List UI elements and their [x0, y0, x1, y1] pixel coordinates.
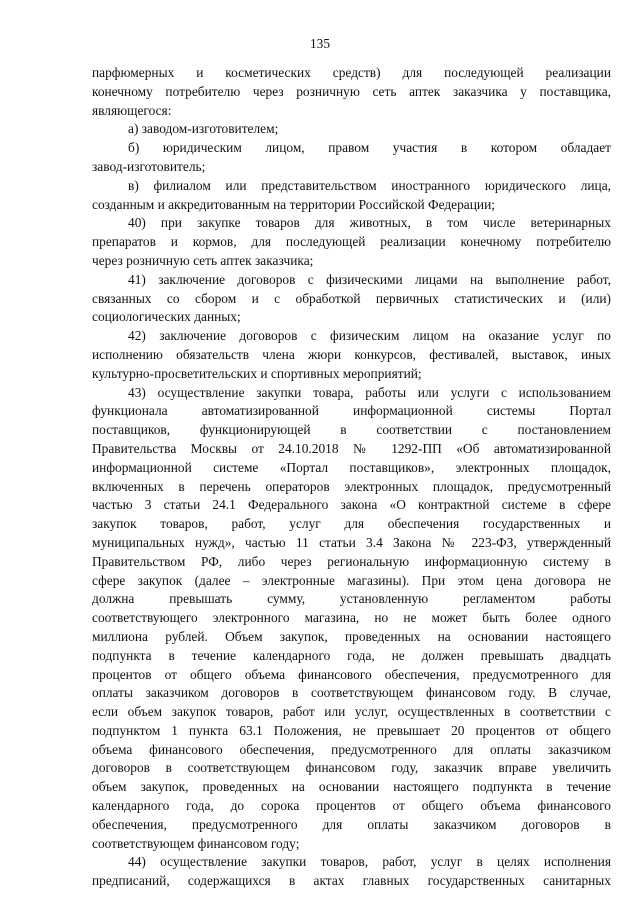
text-line: а) заводом-изготовителем;	[128, 121, 279, 137]
text-line: через розничную сеть аптек заказчика;	[92, 252, 314, 268]
text-line: информационной системе «Портал поставщиков», электронных площадок,	[92, 459, 611, 475]
text-line: закупок товаров, работ, услуг для обеспечения государственных и	[92, 516, 611, 532]
text-line: 42) заключение договоров с физическим лицом на оказание услуг по	[128, 328, 611, 344]
text-line: договоров в соответствующем финансовом году, заказчик вправе увеличить	[92, 760, 611, 776]
text-line: календарного года, до сорока процентов от общего объема финансового	[92, 798, 611, 814]
text-line: сфере закупок (далее – электронные магазины). При этом цена договора не	[92, 572, 611, 588]
text-line: подпунктом 1 пункта 63.1 Положения, не превышает 20 процентов от общего	[92, 722, 611, 738]
text-line: Правительством РФ, либо через региональную информационную систему в	[92, 553, 611, 569]
text-line: 44) осуществление закупки товаров, работ, услуг в целях исполнения	[128, 854, 611, 870]
text-line: обеспечения, предусмотренного для оплаты заказчиком договоров в	[92, 816, 611, 832]
text-line: социологических данных;	[92, 309, 241, 325]
text-line: если объем закупок товаров, работ или услуг, осуществленных в соответствии с	[92, 704, 611, 720]
text-line: связанных со сбором и с обработкой первичных статистических и (или)	[92, 290, 611, 306]
text-line: муниципальных нужд», частью 11 статьи 3.4 Закона № 223-ФЗ, утвержденный	[92, 534, 611, 550]
text-line: предписаний, содержащихся в актах главных государственных санитарных	[92, 873, 611, 889]
text-line: должна превышать сумму, установленную регламентом работы	[92, 591, 611, 607]
text-line: 41) заключение договоров с физическими лицами на выполнение работ,	[128, 271, 611, 287]
text-line: поставщиков, функционирующей в соответствии с постановлением	[92, 422, 611, 438]
text-line: соответствующего электронного магазина, но не может быть более одного	[92, 610, 611, 626]
text-line: миллиона рублей. Объем закупок, проведенных на основании настоящего	[92, 628, 611, 644]
text-line: 43) осуществление закупки товара, работы или услуги с использованием	[128, 384, 611, 400]
text-line: объема финансового обеспечения, предусмотренного для оплаты заказчиком	[92, 741, 611, 757]
text-line: в) филиалом или представительством иностранного юридического лица,	[128, 177, 611, 193]
text-line: объем закупок, проведенных на основании настоящего подпункта в течение	[92, 779, 611, 795]
text-line: Правительства Москвы от 24.10.2018 № 1292-ПП «Об автоматизированной	[92, 440, 611, 456]
text-line: 40) при закупке товаров для животных, в том числе ветеринарных	[128, 215, 611, 231]
text-line: культурно-просветительских и спортивных мероприятий;	[92, 365, 422, 381]
text-line: завод-изготовитель;	[92, 158, 206, 174]
text-line: включенных в перечень операторов электронных площадок, предусмотренный	[92, 478, 611, 494]
page-number: 135	[309, 36, 331, 51]
text-line: частью 3 статьи 24.1 Федерального закона «О контрактной системе в сфере	[92, 497, 611, 513]
text-line: подпункта в течение календарного года, не должен превышать двадцать	[92, 647, 611, 663]
text-line: функционала автоматизированной информационной системы Портал	[92, 403, 611, 419]
text-line: парфюмерных и косметических средств) для последующей реализации	[92, 65, 611, 80]
text-line: оплаты заказчиком договоров в соответствующем финансовом году. В случае,	[92, 685, 611, 701]
text-line: соответствующем финансовом году;	[92, 835, 300, 851]
body-text	[92, 64, 611, 891]
text-line: б) юридическим лицом, правом участия в котором обладает	[128, 140, 611, 156]
text-line: являющегося:	[92, 102, 172, 118]
text-line: процентов от общего объема финансового обеспечения, предусмотренного для	[92, 666, 611, 682]
text-line: препаратов и кормов, для последующей реализации конечному потребителю	[92, 234, 611, 250]
text-line: исполнению обязательств члена жюри конкурсов, фестивалей, выставок, иных	[92, 346, 611, 362]
text-line: конечному потребителю через розничную сеть аптек заказчика у поставщика,	[92, 83, 611, 99]
text-line: созданным и аккредитованным на территории Российской Федерации;	[92, 196, 495, 212]
